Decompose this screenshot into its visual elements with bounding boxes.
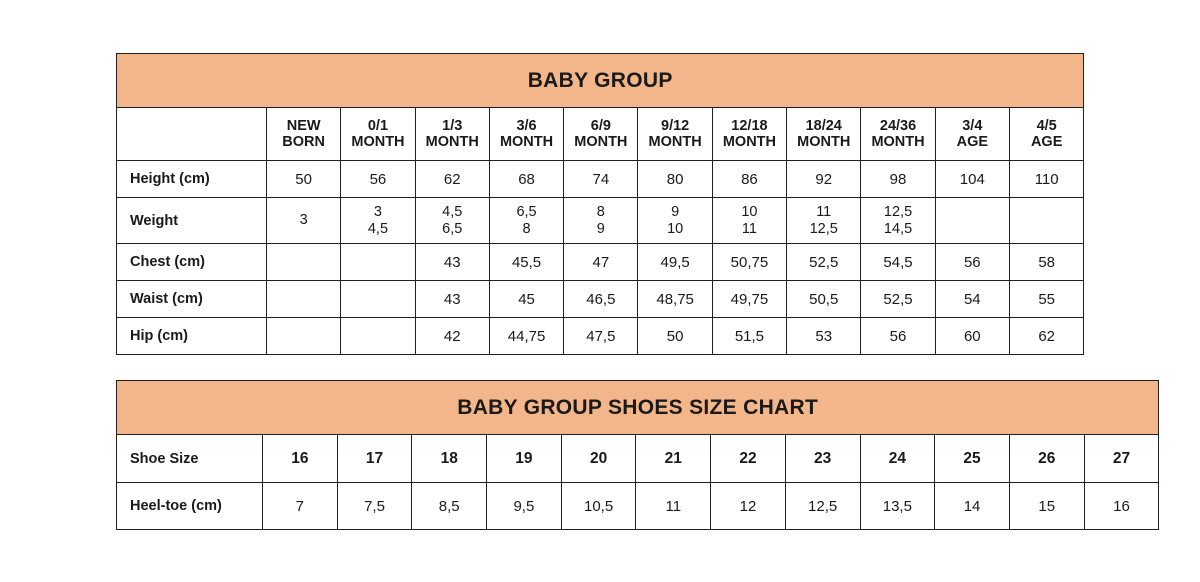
- cell-weight-0-1: 3 4,5: [341, 198, 415, 244]
- cell-waist-new-born: [267, 281, 341, 318]
- row-label-hip: Hip (cm): [117, 318, 267, 355]
- cell-heel-toe-24: 13,5: [860, 483, 935, 530]
- row-label-weight: Weight: [117, 198, 267, 244]
- cell-shoe-size-23: 23: [785, 435, 860, 483]
- cell-heel-toe-22: 12: [711, 483, 786, 530]
- cell-hip-0-1: [341, 318, 415, 355]
- cell-heel-toe-23: 12,5: [785, 483, 860, 530]
- cell-chest-12-18: 50,75: [712, 244, 786, 281]
- cell-heel-toe-20: 10,5: [561, 483, 636, 530]
- table-row: [117, 318, 1084, 355]
- table-row: [117, 161, 1084, 198]
- cell-weight-new-born: 3: [267, 198, 341, 244]
- row-label-chest: Chest (cm): [117, 244, 267, 281]
- cell-height-1-3: 62: [415, 161, 489, 198]
- cell-waist-0-1: [341, 281, 415, 318]
- cell-waist-18-24: 50,5: [787, 281, 861, 318]
- cell-shoe-size-21: 21: [636, 435, 711, 483]
- cell-shoe-size-25: 25: [935, 435, 1010, 483]
- cell-shoe-size-18: 18: [412, 435, 487, 483]
- header-cell-3-4-age: 3/4 AGE: [935, 108, 1009, 161]
- cell-height-6-9: 74: [564, 161, 638, 198]
- cell-heel-toe-16: 7: [263, 483, 338, 530]
- table-row: [117, 198, 1084, 244]
- cell-height-3-6: 68: [489, 161, 563, 198]
- header-cell-blank: [117, 108, 267, 161]
- shoes-title-row: [117, 381, 1159, 435]
- cell-chest-4-5: 58: [1009, 244, 1083, 281]
- header-cell-6-9-month: 6/9 MONTH: [564, 108, 638, 161]
- cell-waist-3-4: 54: [935, 281, 1009, 318]
- cell-height-24-36: 98: [861, 161, 935, 198]
- table-row: [117, 244, 1084, 281]
- cell-hip-6-9: 47,5: [564, 318, 638, 355]
- row-label-shoe-size: Shoe Size: [117, 435, 263, 483]
- cell-height-12-18: 86: [712, 161, 786, 198]
- cell-waist-6-9: 46,5: [564, 281, 638, 318]
- header-cell-1-3-month: 1/3 MONTH: [415, 108, 489, 161]
- row-label-heel-toe: Heel-toe (cm): [117, 483, 263, 530]
- header-cell-12-18-month: 12/18 MONTH: [712, 108, 786, 161]
- cell-heel-toe-18: 8,5: [412, 483, 487, 530]
- cell-hip-12-18: 51,5: [712, 318, 786, 355]
- table-row: [117, 435, 1159, 483]
- cell-hip-18-24: 53: [787, 318, 861, 355]
- cell-height-0-1: 56: [341, 161, 415, 198]
- cell-shoe-size-19: 19: [487, 435, 562, 483]
- header-cell-0-1-month: 0/1 MONTH: [341, 108, 415, 161]
- header-cell-new-born: NEW BORN: [267, 108, 341, 161]
- cell-chest-1-3: 43: [415, 244, 489, 281]
- baby-group-size-table: [116, 53, 1084, 355]
- cell-waist-1-3: 43: [415, 281, 489, 318]
- cell-waist-4-5: 55: [1009, 281, 1083, 318]
- baby-group-header-row: [117, 108, 1084, 161]
- baby-group-title-row: [117, 54, 1084, 108]
- cell-waist-24-36: 52,5: [861, 281, 935, 318]
- cell-weight-4-5: [1009, 198, 1083, 244]
- cell-waist-12-18: 49,75: [712, 281, 786, 318]
- cell-shoe-size-20: 20: [561, 435, 636, 483]
- cell-weight-1-3: 4,5 6,5: [415, 198, 489, 244]
- cell-heel-toe-26: 15: [1009, 483, 1084, 530]
- cell-height-4-5: 110: [1009, 161, 1083, 198]
- cell-waist-3-6: 45: [489, 281, 563, 318]
- baby-group-title: BABY GROUP: [117, 54, 1084, 108]
- header-cell-3-6-month: 3/6 MONTH: [489, 108, 563, 161]
- row-label-height: Height (cm): [117, 161, 267, 198]
- baby-shoes-size-table: [116, 380, 1131, 530]
- cell-weight-9-12: 9 10: [638, 198, 712, 244]
- cell-shoe-size-16: 16: [263, 435, 338, 483]
- cell-hip-4-5: 62: [1009, 318, 1083, 355]
- cell-heel-toe-21: 11: [636, 483, 711, 530]
- shoes-title: BABY GROUP SHOES SIZE CHART: [117, 381, 1159, 435]
- cell-chest-6-9: 47: [564, 244, 638, 281]
- cell-heel-toe-17: 7,5: [337, 483, 412, 530]
- cell-heel-toe-27: 16: [1084, 483, 1159, 530]
- row-label-waist: Waist (cm): [117, 281, 267, 318]
- cell-height-3-4: 104: [935, 161, 1009, 198]
- cell-height-new-born: 50: [267, 161, 341, 198]
- cell-chest-new-born: [267, 244, 341, 281]
- cell-weight-3-4: [935, 198, 1009, 244]
- header-cell-24-36-month: 24/36 MONTH: [861, 108, 935, 161]
- cell-shoe-size-26: 26: [1009, 435, 1084, 483]
- cell-chest-9-12: 49,5: [638, 244, 712, 281]
- cell-hip-3-4: 60: [935, 318, 1009, 355]
- cell-weight-3-6: 6,5 8: [489, 198, 563, 244]
- cell-weight-12-18: 10 11: [712, 198, 786, 244]
- cell-weight-24-36: 12,5 14,5: [861, 198, 935, 244]
- cell-shoe-size-17: 17: [337, 435, 412, 483]
- cell-weight-6-9: 8 9: [564, 198, 638, 244]
- cell-shoe-size-22: 22: [711, 435, 786, 483]
- cell-chest-24-36: 54,5: [861, 244, 935, 281]
- cell-shoe-size-24: 24: [860, 435, 935, 483]
- cell-chest-18-24: 52,5: [787, 244, 861, 281]
- cell-heel-toe-19: 9,5: [487, 483, 562, 530]
- cell-height-18-24: 92: [787, 161, 861, 198]
- cell-chest-3-6: 45,5: [489, 244, 563, 281]
- cell-chest-0-1: [341, 244, 415, 281]
- header-cell-18-24-month: 18/24 MONTH: [787, 108, 861, 161]
- cell-hip-24-36: 56: [861, 318, 935, 355]
- cell-heel-toe-25: 14: [935, 483, 1010, 530]
- cell-weight-18-24: 11 12,5: [787, 198, 861, 244]
- cell-hip-9-12: 50: [638, 318, 712, 355]
- table-row: [117, 281, 1084, 318]
- cell-waist-9-12: 48,75: [638, 281, 712, 318]
- table-row: [117, 483, 1159, 530]
- shoes-table: [116, 380, 1159, 530]
- cell-hip-3-6: 44,75: [489, 318, 563, 355]
- cell-chest-3-4: 56: [935, 244, 1009, 281]
- baby-group-table: [116, 53, 1084, 355]
- header-cell-9-12-month: 9/12 MONTH: [638, 108, 712, 161]
- cell-shoe-size-27: 27: [1084, 435, 1159, 483]
- cell-height-9-12: 80: [638, 161, 712, 198]
- header-cell-4-5-age: 4/5 AGE: [1009, 108, 1083, 161]
- cell-hip-1-3: 42: [415, 318, 489, 355]
- cell-hip-new-born: [267, 318, 341, 355]
